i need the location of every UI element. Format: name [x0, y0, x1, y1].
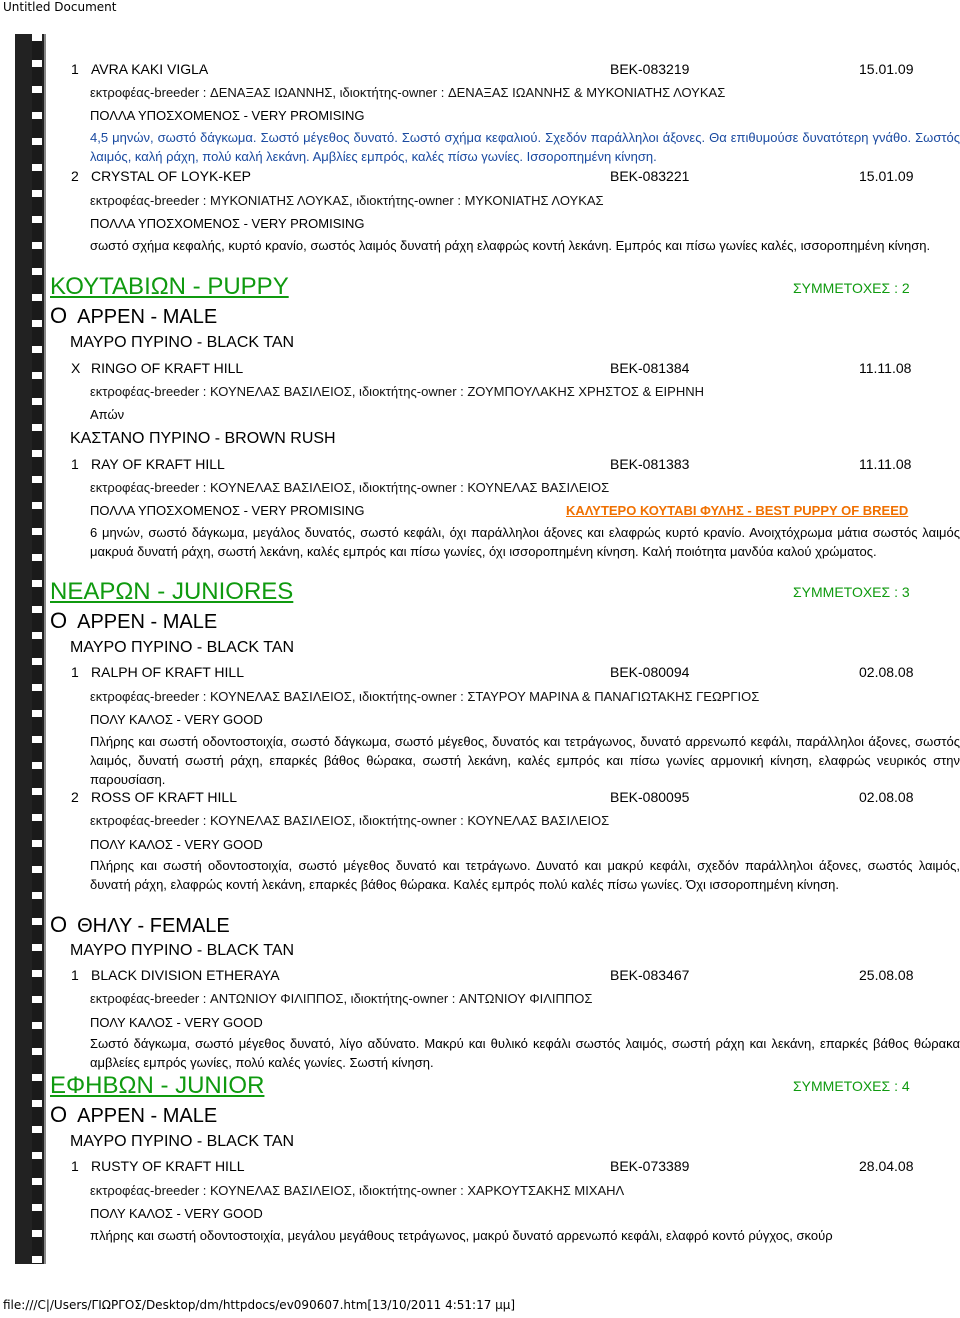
entry-number: 1	[71, 456, 79, 472]
entry-row	[56, 61, 960, 79]
footer-file-path: file:///C|/Users/ΓΙΩΡΓΟΣ/Desktop/dm/httpdocs/ev090607.htm[13/10/2011 4:51:17 μμ]	[3, 1298, 516, 1312]
entry-row	[56, 360, 960, 378]
entry-row	[56, 664, 960, 682]
breeder-owner: εκτροφέας-breeder : ΚΟΥΝΕΛΑΣ ΒΑΣΙΛΕΙΟΣ, ιδιοκτήτης-owner : ΧΑΡΚΟΥΤΣΑΚΗΣ ΜΙΧΑΗΛ	[90, 1183, 625, 1198]
sex-marker: Ο	[50, 912, 68, 937]
critique: Σωστό δάγκωμα, σωστό μέγεθος δυνατό, λίγο αδύνατο. Μακρύ και θυλικό κεφάλι σωστός λαιμός, σωστή ράχη και λεκάνη, επαρκές βάθος θώρακα αμβλείες εμπρός γωνίες, πολύ καλές γωνίες. Σωστή κίνηση.	[90, 1036, 960, 1070]
class-title: ΚΟΥΤΑΒΙΩΝ - PUPPY	[50, 273, 289, 300]
dog-name: RAY OF KRAFT HILL	[91, 456, 225, 472]
entry-number: 1	[71, 664, 79, 680]
entries-count: ΣΥΜΜΕΤΟΧΕΣ : 2	[793, 280, 910, 296]
breeder-owner: εκτροφέας-breeder : ΑΝΤΩΝΙΟΥ ΦΙΛΙΠΠΟΣ, ιδιοκτήτης-owner : ΑΝΤΩΝΙΟΥ ΦΙΛΙΠΠΟΣ	[90, 991, 593, 1006]
grade: ΠΟΛΛΑ ΥΠΟΣΧΟΜΕΝΟΣ - VERY PROMISING	[90, 503, 365, 518]
window-title: Untitled Document	[3, 0, 117, 14]
dog-name: RALPH OF KRAFT HILL	[91, 664, 245, 680]
birth-date: 11.11.08	[859, 456, 912, 472]
coat-color-heading: ΜΑΥΡΟ ΠΥΡΙΝΟ - BLACK TAN	[70, 334, 295, 351]
breeder-owner: εκτροφέας-breeder : ΚΟΥΝΕΛΑΣ ΒΑΣΙΛΕΙΟΣ, ιδιοκτήτης-owner : ΚΟΥΝΕΛΑΣ ΒΑΣΙΛΕΙΟΣ	[90, 813, 610, 828]
sex-heading	[50, 1104, 217, 1127]
entry-row	[56, 168, 960, 186]
entry-number: 2	[71, 168, 79, 184]
registration-number: BEK-083219	[610, 61, 690, 77]
grade: ΠΟΛΥ ΚΑΛΟΣ - VERY GOOD	[90, 837, 263, 852]
entry-row	[56, 789, 960, 807]
entries-count: ΣΥΜΜΕΤΟΧΕΣ : 3	[793, 584, 910, 600]
sex-marker: Ο	[50, 303, 68, 328]
entry-number: 1	[71, 61, 79, 77]
registration-number: BEK-081384	[610, 360, 690, 376]
critique: σωστό σχήμα κεφαλής, κυρτό κρανίο, σωστός λαιμός δυνατή ράχη ελαφρώς κοντή λεκάνη. Εμπρός και πίσω γωνίες καλές, ισσοροπημένη κίνηση.	[90, 238, 931, 253]
document-content	[50, 0, 960, 1290]
grade: ΠΟΛΥ ΚΑΛΟΣ - VERY GOOD	[90, 1015, 263, 1030]
dog-name: RUSTY OF KRAFT HILL	[91, 1158, 245, 1174]
grade: ΠΟΛΛΑ ΥΠΟΣΧΟΜΕΝΟΣ - VERY PROMISING	[90, 108, 365, 123]
birth-date: 28.04.08	[859, 1158, 914, 1174]
class-title: ΕΦΗΒΩΝ - JUNIOR	[50, 1072, 265, 1099]
entries-count: ΣΥΜΜΕΤΟΧΕΣ : 4	[793, 1078, 910, 1094]
coat-color-heading: ΜΑΥΡΟ ΠΥΡΙΝΟ - BLACK TAN	[70, 1133, 295, 1150]
sex-label: ΑΡΡΕΝ - MALE	[77, 306, 218, 328]
birth-date: 02.08.08	[859, 664, 914, 680]
breeder-owner: εκτροφέας-breeder : ΚΟΥΝΕΛΑΣ ΒΑΣΙΛΕΙΟΣ, ιδιοκτήτης-owner : ΣΤΑΥΡΟΥ ΜΑΡΙΝΑ & ΠΑΝΑΓΙΩΤΑΚΗΣ ΓΕΩΡΓΙΟΣ	[90, 689, 760, 704]
sex-heading	[50, 610, 217, 633]
entry-number: 2	[71, 789, 79, 805]
coat-color-heading: ΚΑΣΤΑΝΟ ΠΥΡΙΝΟ - BROWN RUSH	[70, 430, 336, 447]
critique: 4,5 μηνών, σωστό δάγκωμα. Σωστό μέγεθος δυνατό. Σωστό σχήμα κεφαλιού. Σχεδόν παράλληλοι άξονες. Θα επιθυμούσε δυνατότερη γνάθο. Σωστός λαιμός, καλή ράχη, πολύ καλή λεκάνη. Αμβλίες εμπρός, καλές πίσω γωνίες. Ισσοροπημένη κίνηση.	[90, 130, 960, 164]
registration-number: BEK-073389	[610, 1158, 690, 1174]
sex-marker: Ο	[50, 1102, 68, 1127]
sex-marker: Ο	[50, 608, 68, 633]
registration-number: BEK-080095	[610, 789, 690, 805]
dog-name: AVRA KAKI VIGLA	[91, 61, 209, 77]
entry-number: 1	[71, 1158, 79, 1174]
sex-heading	[50, 305, 217, 328]
registration-number: BEK-083221	[610, 168, 690, 184]
sex-label: ΑΡΡΕΝ - MALE	[77, 611, 218, 633]
dog-name: BLACK DIVISION ETHERAYA	[91, 967, 280, 983]
sex-label: ΑΡΡΕΝ - MALE	[77, 1105, 218, 1127]
dog-name: RINGO OF KRAFT HILL	[91, 360, 244, 376]
registration-number: BEK-081383	[610, 456, 690, 472]
breeder-owner: εκτροφέας-breeder : ΜΥΚΟΝΙΑΤΗΣ ΛΟΥΚΑΣ, ιδιοκτήτης-owner : ΜΥΚΟΝΙΑΤΗΣ ΛΟΥΚΑΣ	[90, 193, 604, 208]
entry-number: Χ	[71, 360, 81, 376]
award-link[interactable]: ΚΑΛΥΤΕΡΟ ΚΟΥΤΑΒΙ ΦΥΛΗΣ - BEST PUPPY OF BREED	[566, 503, 909, 518]
entry-row	[56, 1158, 960, 1176]
coat-color-heading: ΜΑΥΡΟ ΠΥΡΙΝΟ - BLACK TAN	[70, 942, 295, 959]
birth-date: 02.08.08	[859, 789, 914, 805]
birth-date: 11.11.08	[859, 360, 912, 376]
birth-date: 25.08.08	[859, 967, 914, 983]
registration-number: BEK-083467	[610, 967, 690, 983]
registration-number: BEK-080094	[610, 664, 690, 680]
breeder-owner: εκτροφέας-breeder : ΚΟΥΝΕΛΑΣ ΒΑΣΙΛΕΙΟΣ, ιδιοκτήτης-owner : ΚΟΥΝΕΛΑΣ ΒΑΣΙΛΕΙΟΣ	[90, 480, 610, 495]
sex-heading	[50, 914, 230, 937]
dog-name: ROSS OF KRAFT HILL	[91, 789, 237, 805]
critique: 6 μηνών, σωστό δάγκωμα, μεγάλος δυνατός, σωστό κεφάλι, όχι παράλληλοι άξονες και ελαφρώς κυρτό κρανίο. Ανοιχτόχρωμα μάτια σωστός λαιμός μακρυά δυνατή ράχη, σωστή λεκάνη, καλές εμπρός και πίσω γωνίες, όχι ισσοροπημένη κίνηση. Καλή ποιότητα μανδύα καλού χρώματος.	[90, 525, 960, 559]
film-strip-decoration	[8, 34, 46, 1264]
grade: Απών	[90, 407, 125, 422]
critique: Πλήρης και σωστή οδοντοστοιχία, σωστό μέγεθος δυνατό και τετράγωνο. Δυνατό και μακρύ κεφάλι, σχεδόν παράλληλοι άξονες, σωστός λαιμός, δυνατή ράχη, ελαφρώς κοντή λεκάνη, επαρκές βάθος θώρακα. Καλές εμπρός πολύ καλές πίσω γωνίες. Όχι ισσοροπημένη κίνηση.	[90, 858, 960, 892]
entry-number: 1	[71, 967, 79, 983]
entry-row	[56, 456, 960, 474]
film-strip-edge	[44, 34, 46, 1264]
birth-date: 15.01.09	[859, 61, 914, 77]
grade: ΠΟΛΥ ΚΑΛΟΣ - VERY GOOD	[90, 1206, 263, 1221]
grade: ΠΟΛΛΑ ΥΠΟΣΧΟΜΕΝΟΣ - VERY PROMISING	[90, 216, 365, 231]
critique: πλήρης και σωστή οδοντοστοιχία, μεγάλου μεγάθους τετράγωνος, μακρύ δυνατό αρρενωπό κεφάλι, ελαφρό κοντό ρύγχος, σκούρ	[90, 1228, 833, 1243]
grade: ΠΟΛΥ ΚΑΛΟΣ - VERY GOOD	[90, 712, 263, 727]
coat-color-heading: ΜΑΥΡΟ ΠΥΡΙΝΟ - BLACK TAN	[70, 639, 295, 656]
sex-label: ΘΗΛΥ - FEMALE	[77, 915, 230, 937]
class-title: ΝΕΑΡΩΝ - JUNIORES	[50, 578, 294, 605]
dog-name: CRYSTAL OF LOYK-KEP	[91, 168, 252, 184]
breeder-owner: εκτροφέας-breeder : ΔΕΝΑΞΑΣ ΙΩΑΝΝΗΣ, ιδιοκτήτης-owner : ΔΕΝΑΞΑΣ ΙΩΑΝΝΗΣ & ΜΥΚΟΝΙΑΤΗΣ ΛΟΥΚΑΣ	[90, 85, 726, 100]
birth-date: 15.01.09	[859, 168, 914, 184]
entry-row	[56, 967, 960, 985]
breeder-owner: εκτροφέας-breeder : ΚΟΥΝΕΛΑΣ ΒΑΣΙΛΕΙΟΣ, ιδιοκτήτης-owner : ΖΟΥΜΠΟΥΛΑΚΗΣ ΧΡΗΣΤΟΣ & ΕΙΡΗΝΗ	[90, 384, 704, 399]
critique: Πλήρης και σωστή οδοντοστοιχία, σωστό δάγκωμα, σωστό μέγεθος, δυνατός και τετράγωνος, δυνατό αρρενωπό κεφάλι, παράλληλοι άξονες, σωστός λαιμός, δυνατή σωστή ράχη, επαρκές βάθος θώρακα, σωστή λεκάνη, καλές εμπρός και πίσω γωνίες αρμονική κίνηση, ελαφρώς νευρικός στην παρουσίαση.	[90, 734, 960, 787]
